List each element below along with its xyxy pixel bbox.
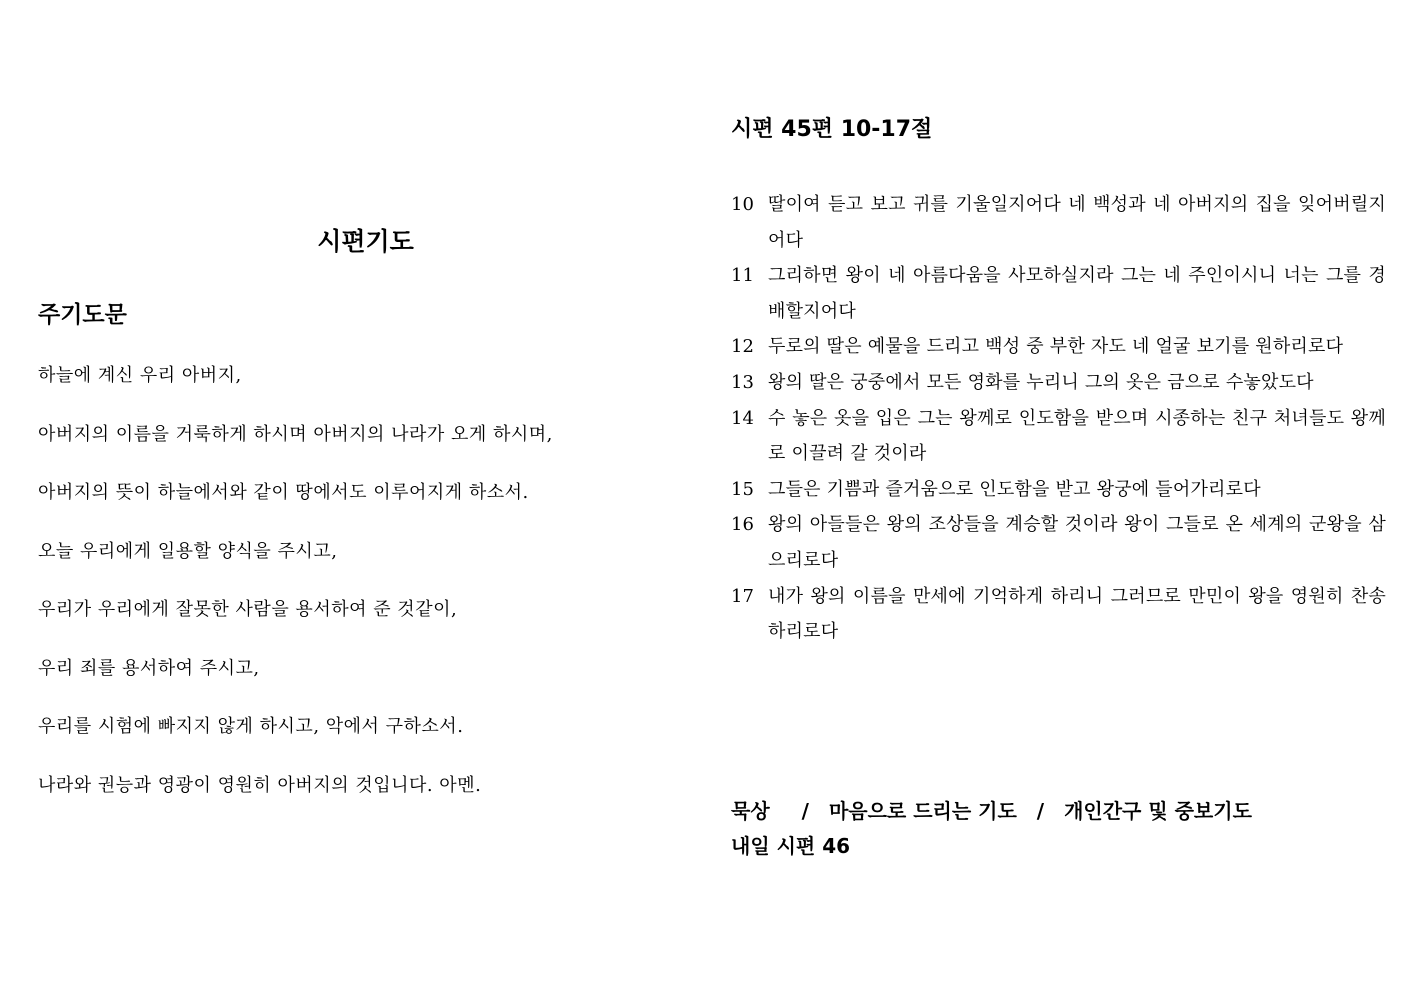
verse-number: 10: [731, 194, 754, 215]
verse-number: 17: [731, 585, 754, 607]
verse-text: 내가 왕의 이름을 만세에 기억하게 하리니 그러므로 만민이 왕을 영원히 찬송하리로다: [768, 585, 1386, 643]
prayer-line: 우리 죄를 용서하여 주시고,: [38, 657, 260, 679]
verse-item: [731, 258, 1386, 329]
prayer-line: 나라와 권능과 영광이 영원히 아버지의 것입니다. 아멘.: [38, 774, 482, 796]
verse-item: [731, 401, 1386, 472]
prayer-line: 아버지의 이름을 거룩하게 하시며 아버지의 나라가 오게 하시며,: [38, 423, 553, 445]
verse-text: 두로의 딸은 예물을 드리고 백성 중 부한 자도 네 얼굴 보기를 원하리로다: [768, 336, 1344, 358]
section-title-lords-prayer: 주기도문: [38, 302, 127, 328]
step-meditation: 묵상: [731, 799, 770, 823]
verse-text: 딸이여 듣고 보고 귀를 기울일지어다 네 백성과 네 아버지의 집을 잊어버릴지어다: [768, 194, 1386, 251]
verse-text: 왕의 아들들은 왕의 조상들을 계승할 것이라 왕이 그들로 온 세계의 군왕을 삼으리로다: [768, 514, 1386, 571]
step-intercession: 개인간구 및 중보기도: [1064, 799, 1252, 823]
page-title: 시편기도: [317, 227, 414, 256]
devotion-steps: [731, 796, 1252, 826]
verse-item: [731, 472, 1386, 508]
verse-number: 15: [731, 478, 754, 500]
verse-text: 왕의 딸은 궁중에서 모든 영화를 누리니 그의 옷은 금으로 수놓았도다: [768, 371, 1314, 393]
verse-item: [731, 187, 1386, 258]
prayer-line: 우리가 우리에게 잘못한 사람을 용서하여 준 것같이,: [38, 599, 458, 620]
verse-text: 그들은 기쁨과 즐거움으로 인도함을 받고 왕궁에 들어가리로다: [768, 478, 1261, 500]
prayer-line: 우리를 시험에 빠지지 않게 하시고, 악에서 구하소서.: [38, 716, 464, 737]
verse-text: 수 놓은 옷을 입은 그는 왕께로 인도함을 받으며 시종하는 친구 처녀들도 왕께로 이끌려 갈 것이라: [768, 407, 1386, 465]
verse-number: 16: [731, 514, 754, 536]
step-heart-prayer: 마음으로 드리는 기도: [828, 799, 1017, 823]
tomorrow-reading: 내일 시편 46: [731, 834, 851, 858]
prayer-line: 오늘 우리에게 일용할 양식을 주시고,: [38, 540, 338, 562]
lords-prayer-text: [38, 362, 553, 830]
passage-reference: 시편 45편 10-17절: [731, 117, 933, 142]
verse-number: 11: [731, 265, 754, 287]
prayer-line: 하늘에 계신 우리 아버지,: [38, 365, 242, 386]
verse-number: 12: [731, 336, 754, 358]
verse-item: [731, 507, 1386, 578]
prayer-line: 아버지의 뜻이 하늘에서와 같이 땅에서도 이루어지게 하소서.: [38, 482, 529, 503]
verse-item: [731, 329, 1386, 365]
verse-item: [731, 579, 1386, 650]
verse-number: 13: [731, 371, 754, 393]
verse-text: 그리하면 왕이 네 아름다움을 사모하실지라 그는 네 주인이시니 너는 그를 경배할지어다: [768, 265, 1386, 322]
separator: /: [1036, 799, 1045, 823]
verse-number: 14: [731, 407, 754, 429]
verse-item: [731, 365, 1386, 401]
separator: /: [801, 799, 809, 823]
verse-list: [731, 187, 1386, 650]
